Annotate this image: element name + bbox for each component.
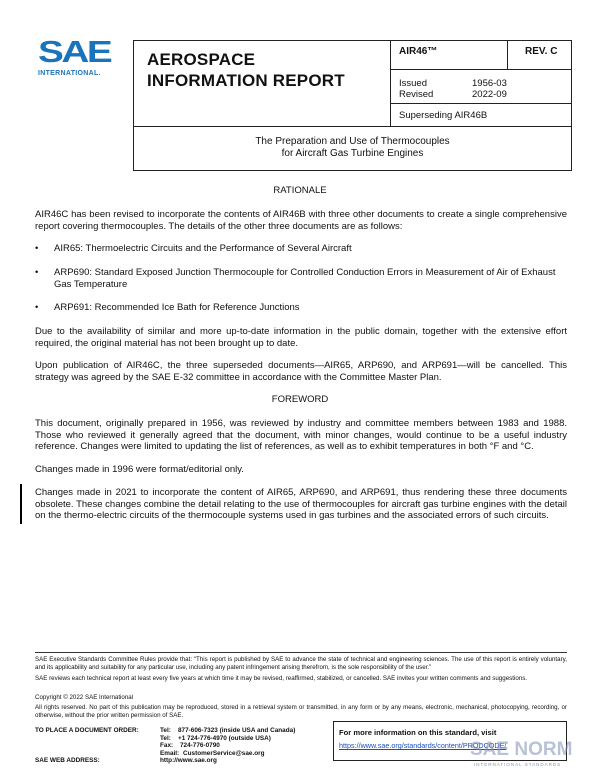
watermark-subtitle: INTERNATIONAL STANDARDS <box>474 762 562 767</box>
document-number: AIR46™ <box>399 46 438 57</box>
rationale-intro: AIR46C has been revised to incorporate the contents of AIR46B with three other documents to create a single comprehensive report covering thermocouples. The details of the other three documents are as follows: <box>35 209 567 232</box>
web-address-link[interactable]: http://www.sae.org <box>160 757 217 764</box>
logo-mark: SAE <box>38 34 111 69</box>
issued-label: Issued <box>399 78 427 89</box>
rationale-paragraph: Due to the availability of similar and more up-to-date information in the public domain, together with the extensive effort required, the original material has not been brought up to date. <box>35 326 567 349</box>
footer-rights: All rights reserved. No part of this publication may be reproduced, stored in a retrieval system or transmitted, in any form or by any means, electronic, mechanical, photocopying, recording, or otherwise, without the prior written permission of SAE. <box>35 704 567 719</box>
tel-value: 877-606-7323 (inside USA and Canada) <box>178 727 296 734</box>
order-label: TO PLACE A DOCUMENT ORDER: <box>35 727 139 734</box>
footer-review: SAE reviews each technical report at least every five years at which time it may be revised, reaffirmed, stabilized, or cancelled. SAE invites your written comments and suggestions. <box>35 675 528 682</box>
fax-value: 724-776-0790 <box>180 742 220 749</box>
logo-subtitle: INTERNATIONAL. <box>38 70 101 77</box>
issued-date: 1956-03 <box>472 78 507 89</box>
foreword-paragraph: Changes made in 2021 to incorporate the content of AIR65, ARP690, and ARP691, thus rendering these three documents obsolete. These changes combine the detail relating to the use of thermocouples for aircraft gas turbine engines with the detail on the thermo-electric circuits of the thermocouple systems used in gas turbines and the associated errors of such circuits. <box>35 487 567 521</box>
superseding-note: Superseding AIR46B <box>399 110 488 121</box>
change-bar <box>20 484 22 524</box>
tel2-value: +1 724-776-4970 (outside USA) <box>178 734 271 742</box>
foreword-paragraph: Changes made in 1996 were format/editorial only. <box>35 464 244 475</box>
email-value[interactable]: CustomerService@sae.org <box>183 749 265 757</box>
web-label: SAE WEB ADDRESS: <box>35 757 100 764</box>
fax-label: Fax: <box>160 742 174 749</box>
document-type: AEROSPACE INFORMATION REPORT <box>147 50 345 90</box>
info-title: For more information on this standard, visit <box>339 728 497 737</box>
watermark: SAE NORM <box>470 739 573 760</box>
footer-copyright: Copyright © 2022 SAE International <box>35 694 134 701</box>
foreword-heading: FOREWORD <box>271 394 329 405</box>
footer-divider <box>35 652 567 653</box>
standard-url-link[interactable]: https://www.sae.org/standards/content/PRODCODE/ <box>339 741 507 750</box>
tel-label: Tel: <box>160 727 171 734</box>
rationale-heading: RATIONALE <box>273 185 327 196</box>
foreword-paragraph: This document, originally prepared in 1956, was reviewed by industry and committee members between 1983 and 1988. Those who reviewed it generally agreed that the document, with minor changes, would continue to be a useful industry reference. Changes were limited to updating the list of references, as well as to exhibit temperatures in both °F and °C. <box>35 418 567 452</box>
revision-label: REV. C <box>525 46 558 57</box>
rationale-paragraph: Upon publication of AIR46C, the three superseded documents—AIR65, ARP690, and ARP691—will be cancelled. This strategy was agreed by the SAE E-32 committee in accordance with the Committee Master Plan. <box>35 360 567 383</box>
document-title: The Preparation and Use of Thermocouples for Aircraft Gas Turbine Engines <box>133 127 572 171</box>
email-label: Email: <box>160 749 180 757</box>
revised-label: Revised <box>399 89 434 100</box>
revised-date: 2022-09 <box>472 89 507 100</box>
footer-rules: SAE Executive Standards Committee Rules provide that: “This report is published by SAE to advance the state of technical and engineering sciences. The use of this report is entirely voluntary, and its applicability and suitability for any particular use, including any patent infringement arising therefrom, is the sole responsibility of the user.” <box>35 656 567 671</box>
sae-logo <box>38 36 128 84</box>
tel2-label: Tel: <box>160 734 171 742</box>
